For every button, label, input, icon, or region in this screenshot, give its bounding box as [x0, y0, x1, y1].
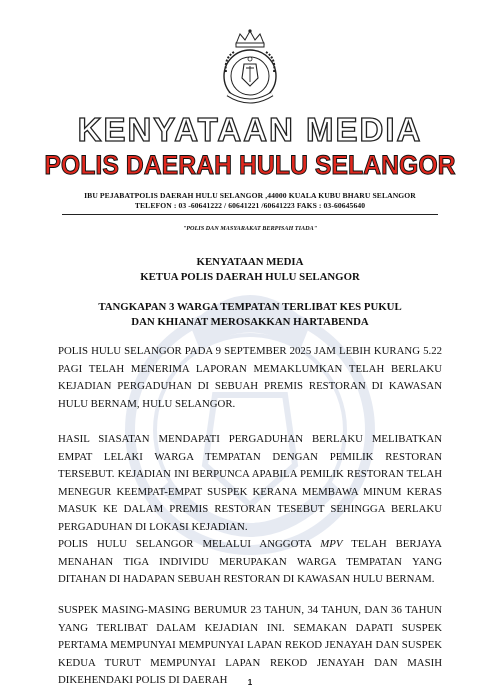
title-kenyataan-media: KENYATAAN MEDIA — [77, 111, 423, 148]
paragraph-3 — [58, 536, 442, 589]
address-line: IBU PEJABATPOLIS DAERAH HULU SELANGOR ,44000 KUALA KUBU BHARU SELANGOR — [84, 191, 416, 200]
paragraph-3-start: POLIS HULU SELANGOR MELALUI ANGGOTA — [58, 538, 321, 550]
page-number: 1 — [247, 678, 253, 687]
police-crest-logo — [216, 28, 284, 110]
motto: "POLIS DAN MASYARAKAT BERPISAH TIADA" — [182, 225, 318, 232]
paragraph-2: HASIL SIASATAN MENDAPATI PERGADUHAN BERLAKU MELIBATKAN EMPAT LELAKI WARGA TEMPATAN DENGAN PEMILIK RESTORAN TERSEBUT. KEJADIAN INI BERPUNCA APABILA PEMILIK RESTORAN TELAH MENEGUR KEEMPAT-EMPAT SUSPEK KERANA MEMBAWA MINUM KERAS MASUK KE DALAM PREMIS RESTORAN TESEBUT SEHINGGA BERLAKU PERGADUHAN DI LOKASI KEJADIAN. — [58, 433, 442, 533]
paragraph-3-end: TELAH BERJAYA MENAHAN TIGA INDIVIDU MERUPAKAN WARGA TEMPATAN YANG DITAHAN DI HADAPAN SEBUAH RESTORAN DI KAWASAN HULU BERNAM. — [58, 538, 442, 586]
title-polis-daerah: POLIS DAERAH HULU SELANGOR — [44, 150, 456, 180]
paragraph-1: POLIS HULU SELANGOR PADA 9 SEPTEMBER 2025 JAM LEBIH KURANG 5.22 PAGI TELAH MENERIMA LAPORAN MEMAKLUMKAN TELAH BERLAKU KEJADIAN PERGADUHAN DI SEBUAH PREMIS RESTORAN DI KAWASAN HULU BERNAM, HULU SELANGOR. — [58, 345, 442, 410]
statement-heading: KENYATAAN MEDIA — [196, 256, 304, 268]
contact-line: TELEFON : 03 -60641222 / 60641221 /60641223 FAKS : 03-60645640 — [134, 201, 366, 210]
subject-line-2: DAN KHIANAT MEROSAKKAN HARTABENDA — [131, 316, 369, 328]
paragraph-4: SUSPEK MASING-MASING BERUMUR 23 TAHUN, 34 TAHUN, DAN 36 TAHUN YANG TERLIBAT DALAM KEJADIAN INI. SEMAKAN DAPATI SUSPEK PERTAMA MEMPUNYAI MEMPUNYAI LAPAN REKOD JENAYAH DAN SUSPEK KEDUA TURUT MEMPUNYAI LAPAN REKOD JENAYAH DAN MASIH DIKEHENDAKI POLIS DI DAERAH — [58, 604, 442, 687]
header-divider — [62, 214, 438, 215]
statement-issuer: KETUA POLIS DAERAH HULU SELANGOR — [140, 271, 360, 283]
mpv-italic: MPV — [320, 538, 343, 550]
subject-line-1: TANGKAPAN 3 WARGA TEMPATAN TERLIBAT KES PUKUL — [98, 301, 402, 313]
